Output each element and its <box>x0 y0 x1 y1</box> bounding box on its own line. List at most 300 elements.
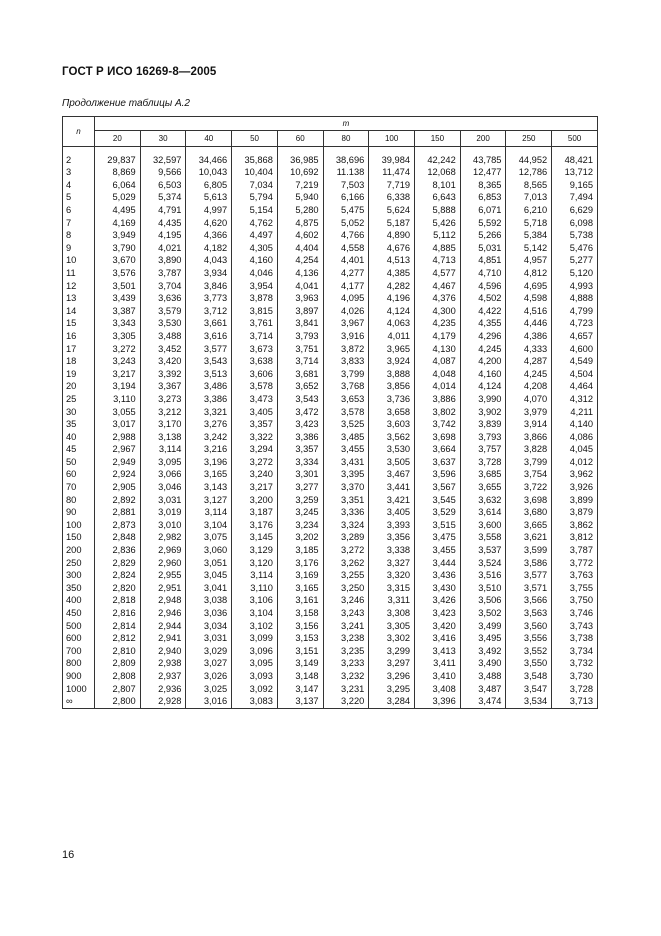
table-cell: 3,576 <box>95 267 141 280</box>
table-row <box>63 192 598 205</box>
table-row <box>63 532 598 545</box>
table-cell: 3,502 <box>460 607 506 620</box>
table-cell: 4,676 <box>369 242 415 255</box>
table-cell: 4,502 <box>460 293 506 306</box>
table-cell: 5,266 <box>460 230 506 243</box>
table-row <box>63 179 598 192</box>
table-cell: 3,793 <box>460 431 506 444</box>
table-row <box>63 418 598 431</box>
table-cell: 3,120 <box>232 557 278 570</box>
row-label-n: 8 <box>63 230 95 243</box>
table-cell: 2,941 <box>140 633 186 646</box>
table-cell: 3,216 <box>186 444 232 457</box>
table-cell: 2,938 <box>140 658 186 671</box>
column-header-m: 20 <box>95 131 141 147</box>
table-cell: 9,165 <box>552 179 598 192</box>
table-cell: 3,563 <box>506 607 552 620</box>
table-cell: 4,851 <box>460 255 506 268</box>
table-cell: 3,387 <box>95 305 141 318</box>
table-cell: 5,052 <box>323 217 369 230</box>
table-cell: 4,254 <box>277 255 323 268</box>
table-cell: 3,714 <box>232 330 278 343</box>
table-cell: 3,655 <box>460 481 506 494</box>
table-cell: 2,808 <box>95 670 141 683</box>
table-cell: 3,990 <box>460 393 506 406</box>
table-cell: 3,370 <box>323 481 369 494</box>
table-cell: 3,019 <box>140 507 186 520</box>
table-cell: 3,529 <box>415 507 461 520</box>
spacer-cell <box>506 147 552 155</box>
column-header-m: 30 <box>140 131 186 147</box>
row-label-n: 30 <box>63 406 95 419</box>
table-cell: 3,104 <box>186 519 232 532</box>
table-cell: 4,130 <box>415 343 461 356</box>
table-cell: 3,017 <box>95 418 141 431</box>
table-cell: 8,101 <box>415 179 461 192</box>
table-cell: 3,169 <box>277 570 323 583</box>
table-cell: 3,899 <box>552 494 598 507</box>
table-cell: 3,658 <box>369 406 415 419</box>
table-row <box>63 204 598 217</box>
table-cell: 4,087 <box>415 356 461 369</box>
table-row <box>63 242 598 255</box>
row-label-n: 17 <box>63 343 95 356</box>
spacer-cell <box>460 147 506 155</box>
table-cell: 4,713 <box>415 255 461 268</box>
table-cell: 4,997 <box>186 204 232 217</box>
table-cell: 3,713 <box>552 696 598 709</box>
table-cell: 3,031 <box>186 633 232 646</box>
column-header-row <box>63 131 598 147</box>
table-cell: 4,095 <box>323 293 369 306</box>
table-cell: 3,238 <box>323 633 369 646</box>
table-cell: 3,036 <box>186 607 232 620</box>
table-cell: 3,890 <box>140 255 186 268</box>
table-cell: 3,357 <box>232 418 278 431</box>
table-cell: 3,095 <box>232 658 278 671</box>
table-cell: 3,351 <box>323 494 369 507</box>
table-cell: 3,408 <box>415 683 461 696</box>
table-cell: 3,386 <box>277 431 323 444</box>
table-cell: 3,217 <box>95 368 141 381</box>
table-cell: 3,490 <box>460 658 506 671</box>
table-cell: 3,455 <box>415 544 461 557</box>
table-cell: 3,158 <box>277 607 323 620</box>
table-cell: 12,786 <box>506 167 552 180</box>
table-cell: 3,421 <box>369 494 415 507</box>
table-cell: 3,839 <box>460 418 506 431</box>
table-cell: 3,722 <box>506 481 552 494</box>
table-cell: 3,530 <box>369 444 415 457</box>
table-cell: 3,250 <box>323 582 369 595</box>
table-cell: 3,501 <box>95 280 141 293</box>
table-cell: 3,802 <box>415 406 461 419</box>
table-cell: 3,439 <box>95 293 141 306</box>
table-cell: 3,294 <box>232 444 278 457</box>
table-cell: 7,034 <box>232 179 278 192</box>
table-row <box>63 544 598 557</box>
table-cell: 4,464 <box>552 381 598 394</box>
table-row <box>63 406 598 419</box>
table-cell: 3,577 <box>506 570 552 583</box>
table-cell: 3,603 <box>369 418 415 431</box>
table-cell: 3,308 <box>369 607 415 620</box>
table-cell: 3,949 <box>95 230 141 243</box>
table-cell: 3,137 <box>277 696 323 709</box>
table-cell: 2,809 <box>95 658 141 671</box>
table-cell: 3,102 <box>232 620 278 633</box>
table-cell: 4,600 <box>552 343 598 356</box>
table-row <box>63 444 598 457</box>
table-cell: 3,714 <box>277 356 323 369</box>
page-number: 16 <box>62 849 75 861</box>
table-cell: 4,063 <box>369 318 415 331</box>
table-cell: 3,416 <box>415 633 461 646</box>
table-cell: 3,444 <box>415 557 461 570</box>
table-cell: 3,240 <box>232 469 278 482</box>
table-cell: 3,897 <box>277 305 323 318</box>
table-cell: 3,567 <box>415 481 461 494</box>
row-label-n: 5 <box>63 192 95 205</box>
table-cell: 2,816 <box>95 607 141 620</box>
table-cell: 3,095 <box>140 456 186 469</box>
table-cell: 3,075 <box>186 532 232 545</box>
table-cell: 3,262 <box>323 557 369 570</box>
table-cell: 3,962 <box>552 469 598 482</box>
table-cell: 3,698 <box>415 431 461 444</box>
table-cell: 3,681 <box>277 368 323 381</box>
table-cell: 6,853 <box>460 192 506 205</box>
table-cell: 3,954 <box>232 280 278 293</box>
table-cell: 3,311 <box>369 595 415 608</box>
table-cell: 3,066 <box>140 469 186 482</box>
table-cell: 3,513 <box>186 368 232 381</box>
table-cell: 3,552 <box>506 645 552 658</box>
table-cell: 3,029 <box>186 645 232 658</box>
table-cell: 2,982 <box>140 532 186 545</box>
table-cell: 2,810 <box>95 645 141 658</box>
table-cell: 13,712 <box>552 167 598 180</box>
spacer-cell <box>63 147 95 155</box>
table-cell: 3,866 <box>506 431 552 444</box>
table-cell: 3,259 <box>277 494 323 507</box>
table-cell: 3,129 <box>232 544 278 557</box>
table-cell: 3,196 <box>186 456 232 469</box>
table-cell: 4,124 <box>460 381 506 394</box>
table-cell: 3,979 <box>506 406 552 419</box>
table-cell: 3,423 <box>277 418 323 431</box>
table-cell: 3,736 <box>369 393 415 406</box>
table-cell: 3,405 <box>369 507 415 520</box>
table-cell: 3,712 <box>186 305 232 318</box>
table-row <box>63 330 598 343</box>
table-cell: 3,926 <box>552 481 598 494</box>
table-cell: 7,013 <box>506 192 552 205</box>
spacer-cell <box>277 147 323 155</box>
table-cell: 5,187 <box>369 217 415 230</box>
row-label-n: 250 <box>63 557 95 570</box>
table-cell: 3,632 <box>460 494 506 507</box>
row-label-n: 35 <box>63 418 95 431</box>
table-cell: 3,305 <box>95 330 141 343</box>
table-cell: 4,504 <box>552 368 598 381</box>
table-cell: 3,878 <box>232 293 278 306</box>
table-cell: 3,556 <box>506 633 552 646</box>
table-cell: 3,578 <box>232 381 278 394</box>
table-cell: 5,374 <box>140 192 186 205</box>
table-cell: 4,812 <box>506 267 552 280</box>
table-cell: 3,187 <box>232 507 278 520</box>
table-cell: 2,937 <box>140 670 186 683</box>
spacer-cell <box>95 147 141 155</box>
table-cell: 3,704 <box>140 280 186 293</box>
table-cell: 3,673 <box>232 343 278 356</box>
column-group-header-m: m <box>95 117 598 131</box>
table-cell: 3,548 <box>506 670 552 683</box>
table-cell: 34,466 <box>186 154 232 167</box>
table-cell: 32,597 <box>140 154 186 167</box>
table-cell: 3,357 <box>277 444 323 457</box>
table-row <box>63 343 598 356</box>
table-cell: 3,768 <box>323 381 369 394</box>
row-label-n: 12 <box>63 280 95 293</box>
table-cell: 3,600 <box>460 519 506 532</box>
table-cell: 3,487 <box>460 683 506 696</box>
row-label-n: 25 <box>63 393 95 406</box>
table-cell: 5,613 <box>186 192 232 205</box>
table-cell: 2,951 <box>140 582 186 595</box>
table-cell: 4,333 <box>506 343 552 356</box>
table-cell: 2,800 <box>95 696 141 709</box>
table-cell: 2,969 <box>140 544 186 557</box>
table-cell: 5,154 <box>232 204 278 217</box>
table-row <box>63 267 598 280</box>
table-row <box>63 670 598 683</box>
table-cell: 3,562 <box>369 431 415 444</box>
table-cell: 3,638 <box>232 356 278 369</box>
table-cell: 3,338 <box>369 544 415 557</box>
table-cell: 3,586 <box>506 557 552 570</box>
table-cell: 3,728 <box>552 683 598 696</box>
table-cell: 4,245 <box>506 368 552 381</box>
table-cell: 3,367 <box>140 381 186 394</box>
table-cell: 3,653 <box>323 393 369 406</box>
table-cell: 8,565 <box>506 179 552 192</box>
table-cell: 3,296 <box>369 670 415 683</box>
table-cell: 3,652 <box>277 381 323 394</box>
table-cell: 3,110 <box>232 582 278 595</box>
table-cell: 4,182 <box>186 242 232 255</box>
table-cell: 5,888 <box>415 204 461 217</box>
table-cell: 2,946 <box>140 607 186 620</box>
table-cell: 2,807 <box>95 683 141 696</box>
column-header-m: 40 <box>186 131 232 147</box>
table-cell: 3,967 <box>323 318 369 331</box>
table-cell: 6,098 <box>552 217 598 230</box>
table-cell: 10,404 <box>232 167 278 180</box>
table-cell: 3,888 <box>369 368 415 381</box>
table-cell: 3,242 <box>186 431 232 444</box>
table-cell: 3,297 <box>369 658 415 671</box>
table-row <box>63 381 598 394</box>
table-cell: 3,599 <box>506 544 552 557</box>
row-label-n: 450 <box>63 607 95 620</box>
table-cell: 3,405 <box>232 406 278 419</box>
table-cell: 3,872 <box>323 343 369 356</box>
table-cell: 3,763 <box>552 570 598 583</box>
table-row <box>63 557 598 570</box>
table-cell: 3,299 <box>369 645 415 658</box>
table-cell: 4,124 <box>369 305 415 318</box>
table-cell: 2,892 <box>95 494 141 507</box>
table-cell: 3,277 <box>277 481 323 494</box>
table-cell: 3,787 <box>140 267 186 280</box>
table-cell: 4,401 <box>323 255 369 268</box>
table-cell: 5,940 <box>277 192 323 205</box>
table-cell: 3,060 <box>186 544 232 557</box>
row-label-n: 1000 <box>63 683 95 696</box>
table-cell: 3,127 <box>186 494 232 507</box>
table-cell: 44,952 <box>506 154 552 167</box>
table-cell: 3,301 <box>277 469 323 482</box>
table-cell: 3,200 <box>232 494 278 507</box>
table-cell: 3,606 <box>232 368 278 381</box>
table-cell: 3,149 <box>277 658 323 671</box>
table-cell: 3,664 <box>415 444 461 457</box>
table-row <box>63 255 598 268</box>
table-cell: 2,928 <box>140 696 186 709</box>
table-cell: 8,869 <box>95 167 141 180</box>
row-label-n: 14 <box>63 305 95 318</box>
table-cell: 3,614 <box>460 507 506 520</box>
row-label-n: 500 <box>63 620 95 633</box>
table-cell: 4,046 <box>232 267 278 280</box>
table-cell: 4,021 <box>140 242 186 255</box>
table-cell: 5,029 <box>95 192 141 205</box>
table-cell: 3,031 <box>140 494 186 507</box>
table-cell: 4,011 <box>369 330 415 343</box>
table-cell: 5,112 <box>415 230 461 243</box>
table-cell: 3,833 <box>323 356 369 369</box>
table-cell: 3,761 <box>232 318 278 331</box>
table-cell: 3,302 <box>369 633 415 646</box>
table-cell: 11,474 <box>369 167 415 180</box>
row-header-n: n <box>63 117 95 147</box>
table-cell: 4,041 <box>277 280 323 293</box>
table-row <box>63 582 598 595</box>
table-cell: 3,320 <box>369 570 415 583</box>
table-cell: 3,924 <box>369 356 415 369</box>
row-label-n: 150 <box>63 532 95 545</box>
table-cell: 3,902 <box>460 406 506 419</box>
table-cell: 3,025 <box>186 683 232 696</box>
table-cell: 5,738 <box>552 230 598 243</box>
table-cell: 11.138 <box>323 167 369 180</box>
table-cell: 3,284 <box>369 696 415 709</box>
table-cell: 4,287 <box>506 356 552 369</box>
table-cell: 3,578 <box>323 406 369 419</box>
column-header-m: 500 <box>552 131 598 147</box>
table-cell: 3,545 <box>415 494 461 507</box>
table-cell: 3,245 <box>277 507 323 520</box>
table-cell: 3,411 <box>415 658 461 671</box>
table-cell: 3,027 <box>186 658 232 671</box>
table-cell: 3,083 <box>232 696 278 709</box>
table-cell: 3,161 <box>277 595 323 608</box>
table-cell: 3,272 <box>95 343 141 356</box>
table-cell: 2,905 <box>95 481 141 494</box>
table-cell: 4,446 <box>506 318 552 331</box>
row-label-n: 20 <box>63 381 95 394</box>
table-cell: 4,723 <box>552 318 598 331</box>
table-cell: 2,873 <box>95 519 141 532</box>
table-cell: 2,820 <box>95 582 141 595</box>
table-cell: 4,710 <box>460 267 506 280</box>
table-cell: 3,730 <box>552 670 598 683</box>
table-cell: 7,503 <box>323 179 369 192</box>
table-cell: 3,743 <box>552 620 598 633</box>
row-label-n: 45 <box>63 444 95 457</box>
table-cell: 42,242 <box>415 154 461 167</box>
table-cell: 4,577 <box>415 267 461 280</box>
table-cell: 3,334 <box>277 456 323 469</box>
table-cell: 3,099 <box>232 633 278 646</box>
table-row <box>63 683 598 696</box>
table-cell: 2,949 <box>95 456 141 469</box>
table-cell: 3,322 <box>232 431 278 444</box>
table-row <box>63 305 598 318</box>
row-label-n: 600 <box>63 633 95 646</box>
table-cell: 3,534 <box>506 696 552 709</box>
table-cell: 3,543 <box>277 393 323 406</box>
table-cell: 3,934 <box>186 267 232 280</box>
spacer-cell <box>369 147 415 155</box>
table-cell: 3,156 <box>277 620 323 633</box>
table-cell: 2,836 <box>95 544 141 557</box>
table-cell: 3,746 <box>552 607 598 620</box>
row-label-n: 2 <box>63 154 95 167</box>
table-cell: 3,045 <box>186 570 232 583</box>
row-label-n: 300 <box>63 570 95 583</box>
table-cell: 3,305 <box>369 620 415 633</box>
table-cell: 3,560 <box>506 620 552 633</box>
table-cell: 4,200 <box>460 356 506 369</box>
table-cell: 4,513 <box>369 255 415 268</box>
table-cell: 4,766 <box>323 230 369 243</box>
table-cell: 4,048 <box>415 368 461 381</box>
table-cell: 4,160 <box>232 255 278 268</box>
table-cell: 3,176 <box>232 519 278 532</box>
table-cell: 3,106 <box>232 595 278 608</box>
table-cell: 3,732 <box>552 658 598 671</box>
table-cell: 4,875 <box>277 217 323 230</box>
table-cell: 3,537 <box>460 544 506 557</box>
table-row <box>63 620 598 633</box>
table-cell: 3,680 <box>506 507 552 520</box>
table-cell: 3,233 <box>323 658 369 671</box>
table-cell: 3,343 <box>95 318 141 331</box>
table-cell: 4,602 <box>277 230 323 243</box>
table-cell: 9,566 <box>140 167 186 180</box>
row-label-n: 13 <box>63 293 95 306</box>
table-cell: 2,960 <box>140 557 186 570</box>
table-cell: 3,114 <box>140 444 186 457</box>
table-cell: 2,924 <box>95 469 141 482</box>
column-header-m: 60 <box>277 131 323 147</box>
table-cell: 29,837 <box>95 154 141 167</box>
table-cell: 3,846 <box>186 280 232 293</box>
table-row <box>63 607 598 620</box>
